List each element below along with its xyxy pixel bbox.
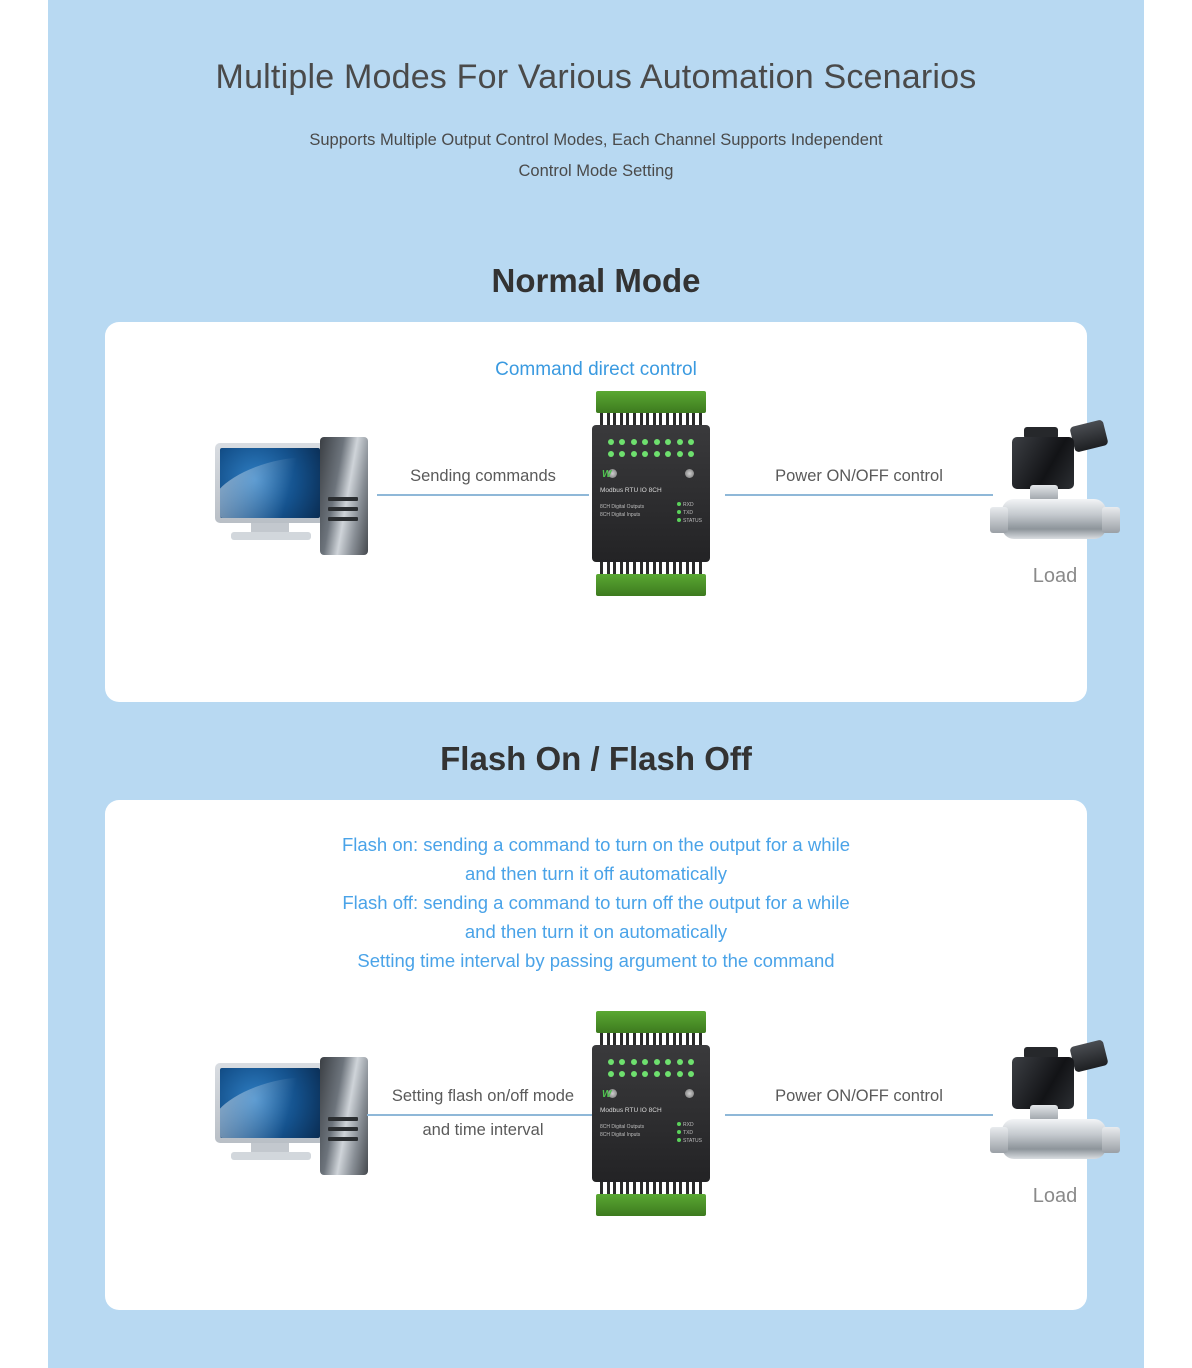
tower-slot [328, 507, 358, 511]
label-setting-flash-mode: Setting flash on/off mode [391, 1087, 575, 1105]
pc-tower-icon [320, 1057, 368, 1175]
brand-logo: W [602, 469, 612, 480]
led-row-top [608, 439, 694, 445]
terminal-pins-bottom [600, 1182, 702, 1194]
valve-port-right [1102, 1127, 1120, 1153]
load-label: Load [1032, 565, 1078, 587]
spec-outputs: 8CH Digital Outputs [600, 504, 645, 510]
terminal-block-top [596, 391, 706, 413]
load-label: Load [1032, 1185, 1078, 1207]
flash-caption-line-3: Flash off: sending a command to turn off the output for a while [342, 892, 850, 913]
flash-caption-line-4: and then turn it on automatically [464, 921, 728, 942]
module-spec [600, 503, 644, 519]
card-flash-mode [105, 800, 1087, 1310]
page-title: Multiple Modes For Various Automation Scenarios [215, 58, 977, 96]
connector-line-right [725, 1114, 993, 1116]
subtitle-line-1: Supports Multiple Output Control Modes, Each Channel Supports Independent [309, 131, 883, 149]
status-txd-label: TXD [683, 1130, 694, 1136]
valve-connector [1069, 419, 1108, 452]
spec-outputs: 8CH Digital Outputs [600, 1124, 645, 1130]
valve-coil [1012, 437, 1074, 489]
monitor-base [231, 1152, 311, 1160]
monitor-icon [215, 1063, 325, 1143]
connector-line-left [367, 1114, 599, 1116]
led-row-top [608, 1059, 694, 1065]
monitor-icon [215, 443, 325, 523]
spec-inputs: 8CH Digital Inputs [600, 512, 641, 518]
module-status-leds [677, 501, 702, 525]
label-power-onoff-control: Power ON/OFF control [775, 1087, 943, 1105]
status-txd-label: TXD [683, 510, 694, 516]
valve-port-left [990, 1127, 1008, 1153]
flash-caption-line-5: Setting time interval by passing argument to the command [357, 950, 835, 971]
screw-right [685, 469, 694, 478]
content-column [48, 0, 1144, 1368]
flash-mode-diagram [105, 1001, 1087, 1231]
computer-icon [215, 437, 405, 567]
module-spec [600, 1123, 644, 1139]
valve-port-right [1102, 507, 1120, 533]
page-subtitle [48, 125, 1144, 187]
terminal-block-bottom [596, 1194, 706, 1216]
section-title-normal-mode: Normal Mode [491, 262, 701, 299]
terminal-block-bottom [596, 574, 706, 596]
label-time-interval: and time interval [422, 1121, 544, 1139]
tower-slot [328, 1117, 358, 1121]
label-power-onoff-control: Power ON/OFF control [775, 467, 943, 485]
status-status-label: STATUS [683, 1138, 702, 1144]
io-module-icon [592, 391, 710, 596]
normal-mode-caption: Command direct control [495, 359, 697, 380]
screw-right [685, 1089, 694, 1098]
monitor-screen [220, 1068, 320, 1138]
valve-body [1002, 499, 1106, 539]
flash-mode-caption [105, 800, 1087, 975]
io-module-icon [592, 1011, 710, 1216]
led-row-bottom [608, 1071, 694, 1077]
subtitle-line-2: Control Mode Setting [518, 162, 674, 180]
flash-caption-line-1: Flash on: sending a command to turn on the output for a while [341, 834, 851, 855]
terminal-pins-top [600, 1033, 702, 1045]
terminal-pins-top [600, 413, 702, 425]
left-margin [0, 0, 48, 1368]
module-body [592, 1045, 710, 1182]
spec-inputs: 8CH Digital Inputs [600, 1132, 641, 1138]
pc-tower-icon [320, 437, 368, 555]
module-status-leds [677, 1121, 702, 1145]
brand-logo: W [602, 1089, 612, 1100]
normal-mode-diagram [105, 391, 1087, 621]
module-body [592, 425, 710, 562]
status-rxd-label: RXD [683, 1122, 694, 1128]
valve-coil [1012, 1057, 1074, 1109]
tower-slot [328, 497, 358, 501]
status-rxd-label: RXD [683, 502, 694, 508]
terminal-pins-bottom [600, 562, 702, 574]
tower-slot [328, 517, 358, 521]
right-margin [1144, 0, 1192, 1368]
valve-port-left [990, 507, 1008, 533]
tower-slot [328, 1137, 358, 1141]
monitor-base [231, 532, 311, 540]
solenoid-valve-icon [990, 1035, 1120, 1207]
status-status-label: STATUS [683, 518, 702, 524]
section-title-flash-mode: Flash On / Flash Off [440, 740, 752, 777]
led-row-bottom [608, 451, 694, 457]
solenoid-valve-icon [990, 415, 1120, 587]
monitor-screen [220, 448, 320, 518]
card-normal-mode [105, 322, 1087, 702]
module-model-label: Modbus RTU IO 8CH [600, 487, 662, 494]
flash-caption-line-2: and then turn it off automatically [465, 863, 727, 884]
terminal-block-top [596, 1011, 706, 1033]
valve-body [1002, 1119, 1106, 1159]
label-sending-commands: Sending commands [410, 467, 556, 485]
connector-line-left [377, 494, 589, 496]
connector-line-right [725, 494, 993, 496]
tower-slot [328, 1127, 358, 1131]
valve-connector [1069, 1039, 1108, 1072]
module-model-label: Modbus RTU IO 8CH [600, 1107, 662, 1114]
